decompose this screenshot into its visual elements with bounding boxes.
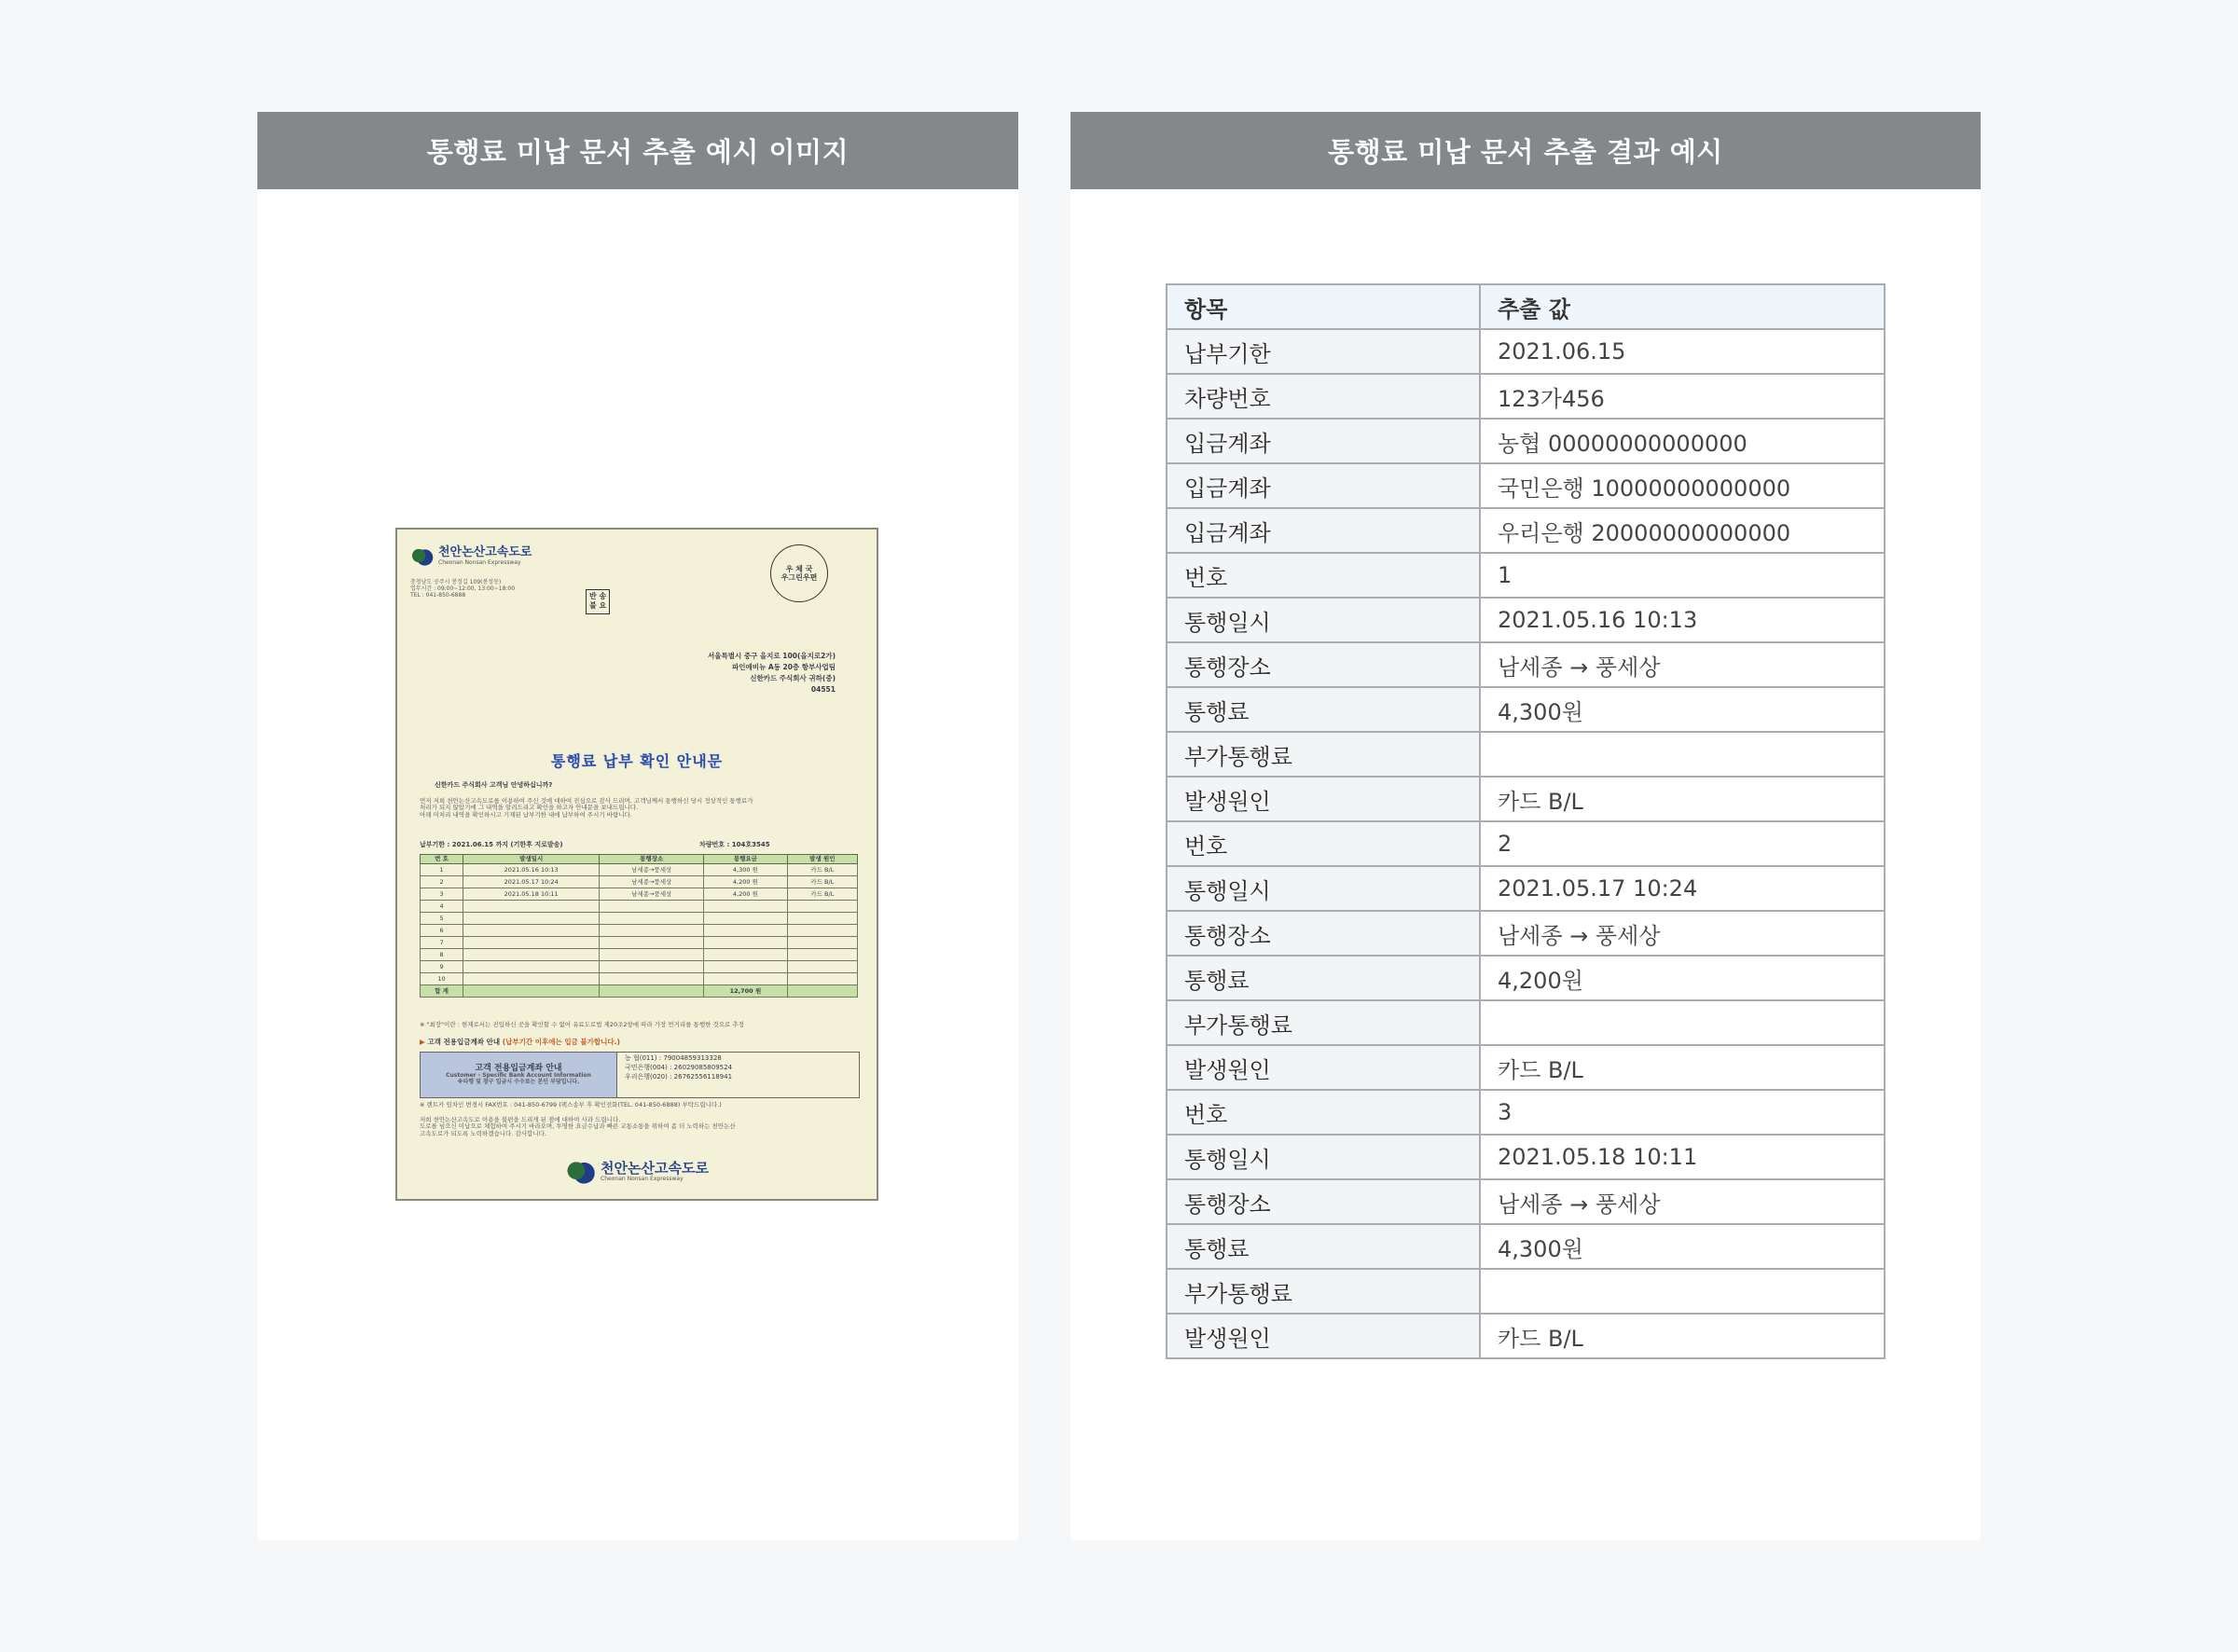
result-item-label: 입금계좌 — [1167, 463, 1480, 508]
doc-table-cell: 2021.05.16 10:13 — [463, 864, 600, 876]
result-row — [1167, 732, 1885, 777]
result-table-header — [1167, 284, 1885, 329]
scanned-toll-notice — [395, 528, 878, 1201]
result-item-label: 납부기한 — [1167, 329, 1480, 374]
result-row — [1167, 687, 1885, 732]
result-row — [1167, 329, 1885, 374]
doc-table-header-cell: 번 호 — [421, 855, 463, 864]
doc-table-cell: 2021.05.17 10:24 — [463, 876, 600, 888]
doc-sender-tel: TEL : 041-850-6888 — [410, 591, 466, 599]
result-row — [1167, 463, 1885, 508]
doc-table-row — [421, 876, 858, 888]
doc-greeting: 신한카드 주식회사 고객님 안녕하십니까? — [435, 781, 553, 789]
extraction-result-panel-title: 통행료 미납 문서 추출 결과 예시 — [1071, 112, 1981, 189]
triangle-bullet-icon: ▶ — [420, 1038, 425, 1046]
doc-table-header-cell: 발생 원인 — [787, 855, 857, 864]
doc-recipient — [708, 651, 836, 695]
doc-table-total-row — [421, 985, 858, 998]
doc-table-cell — [600, 913, 704, 925]
doc-table-cell: 4 — [421, 901, 463, 913]
doc-account-2: 국민은행(004) : 26029085809524 — [625, 1063, 733, 1071]
doc-table-cell — [600, 937, 704, 949]
result-item-value: 2021.06.15 — [1480, 329, 1885, 374]
doc-table-cell: 4,300 원 — [704, 864, 788, 876]
result-row — [1167, 866, 1885, 911]
doc-recipient-zip: 04551 — [810, 685, 836, 694]
doc-table-header-cell: 통행요금 — [704, 855, 788, 864]
result-item-value: 우리은행 20000000000000 — [1480, 508, 1885, 553]
result-row — [1167, 1045, 1885, 1090]
doc-sender-hours: 업무시간 : 09:00~12:00, 13:00~18:00 — [410, 585, 516, 592]
result-item-value: 4,300원 — [1480, 687, 1885, 732]
doc-account-heading-text: 고객 전용입금계좌 안내 — [427, 1038, 501, 1046]
doc-table-cell — [463, 937, 600, 949]
result-item-value — [1480, 732, 1885, 777]
result-item-label: 부가통행료 — [1167, 732, 1480, 777]
result-row — [1167, 956, 1885, 1000]
doc-sender-address: 충청남도 공주시 봉정길 109(봉정동) — [410, 579, 502, 585]
doc-table-row — [421, 913, 858, 925]
doc-footer-brand-name: 천안논산고속도로 — [601, 1159, 709, 1177]
extraction-result-table — [1166, 283, 1886, 1359]
doc-table-cell: 카드 B/L — [787, 864, 857, 876]
result-header-value: 추출 값 — [1480, 284, 1885, 329]
result-item-value: 2021.05.16 10:13 — [1480, 598, 1885, 642]
result-item-value: 2021.05.17 10:24 — [1480, 866, 1885, 911]
result-item-label: 부가통행료 — [1167, 1269, 1480, 1314]
doc-table-cell: 남세종→풍세상 — [600, 876, 704, 888]
doc-table-cell — [787, 901, 857, 913]
doc-closing — [420, 1117, 858, 1137]
result-item-value: 국민은행 10000000000000 — [1480, 463, 1885, 508]
doc-table-cell: 10 — [421, 973, 463, 985]
doc-table-cell — [787, 973, 857, 985]
doc-title: 통행료 납부 확인 안내문 — [550, 752, 724, 770]
result-item-label: 입금계좌 — [1167, 419, 1480, 463]
result-item-label: 발생원인 — [1167, 1045, 1480, 1090]
doc-table-cell — [787, 949, 857, 961]
expressway-logo-icon — [410, 547, 435, 566]
doc-table-cell: 카드 B/L — [787, 876, 857, 888]
doc-body-2: 처리가 되지 않았기에 그 내역을 알려드리고 확인을 하고자 안내문을 보내드립니다. — [420, 804, 639, 812]
doc-closing-3: 고속도로가 되도록 노력하겠습니다. 감사합니다. — [420, 1129, 546, 1137]
doc-table-cell: 6 — [421, 925, 463, 937]
doc-table-cell — [600, 925, 704, 937]
doc-table-cell — [600, 973, 704, 985]
doc-table-header-cell: 발생일시 — [463, 855, 600, 864]
doc-table-cell — [463, 901, 600, 913]
result-item-label: 통행장소 — [1167, 642, 1480, 687]
result-item-label: 통행일시 — [1167, 866, 1480, 911]
doc-table-cell — [463, 973, 600, 985]
doc-postmark-bottom: 우그린우편 — [781, 573, 818, 582]
result-row — [1167, 911, 1885, 956]
doc-due-date: 납부기한 : 2021.06.15 까지 (기한후 지로발송) — [420, 841, 563, 848]
doc-table-cell — [704, 925, 788, 937]
result-item-value: 2 — [1480, 821, 1885, 866]
doc-table-cell: 1 — [421, 864, 463, 876]
doc-body — [420, 798, 858, 819]
doc-brand-en: Cheonan Nonsan Expressway — [438, 558, 521, 566]
result-item-value: 남세종 → 풍세상 — [1480, 642, 1885, 687]
result-header-item: 항목 — [1167, 284, 1480, 329]
doc-return-label-2: 불 요 — [589, 601, 607, 611]
result-row — [1167, 1135, 1885, 1179]
result-item-value: 농협 00000000000000 — [1480, 419, 1885, 463]
result-item-value: 카드 B/L — [1480, 1314, 1885, 1358]
result-row — [1167, 553, 1885, 598]
result-item-value: 카드 B/L — [1480, 1045, 1885, 1090]
doc-closing-2: 도로를 넘으신 미납으로 체험하여 주시기 바라오며, 투명한 요금수납과 빠른 교통소통을 위하여 좀 더 노력하는 천안논산 — [420, 1122, 736, 1131]
doc-account-box — [420, 1052, 860, 1098]
doc-table-cell: 4,200 원 — [704, 888, 788, 901]
doc-table-cell — [704, 913, 788, 925]
result-item-label: 발생원인 — [1167, 1314, 1480, 1358]
doc-table-row — [421, 864, 858, 876]
doc-table-cell: 8 — [421, 949, 463, 961]
result-row — [1167, 1269, 1885, 1314]
doc-footer-brand — [397, 1160, 877, 1184]
example-image-panel — [257, 112, 1018, 1540]
doc-total-empty — [787, 985, 857, 998]
doc-account-warning: (납부기간 이후에는 입금 불가합니다.) — [502, 1038, 620, 1046]
doc-account-heading — [420, 1039, 620, 1047]
doc-table-cell: 남세종→풍세상 — [600, 888, 704, 901]
result-item-value: 4,300원 — [1480, 1224, 1885, 1269]
doc-table-cell — [787, 961, 857, 973]
doc-table-cell: 남세종→풍세상 — [600, 864, 704, 876]
result-row — [1167, 821, 1885, 866]
doc-table-row — [421, 973, 858, 985]
doc-table-row — [421, 925, 858, 937]
doc-footer-brand-en: Cheonan Nonsan Expressway — [601, 1176, 684, 1183]
doc-table-header-cell: 통행장소 — [600, 855, 704, 864]
doc-table-cell: 7 — [421, 937, 463, 949]
doc-body-1: 먼저 저희 천안논산고속도로를 이용하여 주신 것에 대하여 진심으로 감사 드리며, 고객님께서 통행하신 당시 정상적인 통행료가 — [420, 797, 753, 805]
result-item-value — [1480, 1000, 1885, 1045]
doc-toll-table-header — [421, 855, 858, 864]
result-row — [1167, 1314, 1885, 1358]
result-item-label: 발생원인 — [1167, 777, 1480, 821]
result-row — [1167, 777, 1885, 821]
doc-table-cell: 3 — [421, 888, 463, 901]
result-item-label: 부가통행료 — [1167, 1000, 1480, 1045]
doc-table-row — [421, 888, 858, 901]
result-row — [1167, 1090, 1885, 1135]
doc-table-cell: 5 — [421, 913, 463, 925]
doc-table-row — [421, 901, 858, 913]
result-item-value: 2021.05.18 10:11 — [1480, 1135, 1885, 1179]
doc-table-cell — [704, 937, 788, 949]
doc-brand-name: 천안논산고속도로 — [438, 545, 532, 559]
result-item-label: 통행장소 — [1167, 1179, 1480, 1224]
doc-account-box-note: ※타행 및 창구 입금시 수수료는 본인 부담입니다. — [457, 1079, 580, 1086]
result-item-label: 통행료 — [1167, 1224, 1480, 1269]
result-item-value: 3 — [1480, 1090, 1885, 1135]
doc-table-row — [421, 961, 858, 973]
doc-recipient-line1: 서울특별시 중구 을지로 100(을지로2가) — [708, 652, 836, 660]
doc-table-cell: 9 — [421, 961, 463, 973]
doc-account-3: 우리은행(020) : 26762556118941 — [625, 1072, 733, 1081]
doc-table-row — [421, 937, 858, 949]
result-item-label: 통행일시 — [1167, 598, 1480, 642]
doc-account-list — [617, 1053, 859, 1097]
result-item-label: 통행료 — [1167, 956, 1480, 1000]
extraction-result-panel — [1071, 112, 1981, 1540]
result-row — [1167, 1000, 1885, 1045]
result-item-value: 남세종 → 풍세상 — [1480, 1179, 1885, 1224]
doc-brand — [410, 546, 532, 567]
doc-return-stamp — [586, 589, 610, 614]
doc-table-cell — [463, 913, 600, 925]
result-item-label: 입금계좌 — [1167, 508, 1480, 553]
result-item-label: 번호 — [1167, 553, 1480, 598]
result-item-label: 통행장소 — [1167, 911, 1480, 956]
doc-recipient-line3: 신한카드 주식회사 귀하(중) — [750, 674, 836, 682]
result-item-value: 남세종 → 풍세상 — [1480, 911, 1885, 956]
doc-account-box-title-area — [421, 1053, 617, 1097]
result-item-label: 통행료 — [1167, 687, 1480, 732]
result-row — [1167, 419, 1885, 463]
result-item-value: 4,200원 — [1480, 956, 1885, 1000]
doc-postmark-top: 우 체 국 — [785, 564, 813, 573]
result-item-value: 123가456 — [1480, 374, 1885, 419]
doc-table-cell — [787, 925, 857, 937]
doc-table-cell: 2021.05.18 10:11 — [463, 888, 600, 901]
result-row — [1167, 598, 1885, 642]
doc-account-1: 농 협(011) : 79004859313328 — [625, 1054, 722, 1062]
result-item-label: 번호 — [1167, 1090, 1480, 1135]
result-row — [1167, 374, 1885, 419]
doc-closing-1: 저희 천안논산고속도로 이용을 불편을 드리게 된 점에 대하여 사과 드립니다. — [420, 1116, 621, 1123]
doc-table-cell — [463, 925, 600, 937]
doc-table-cell: 2 — [421, 876, 463, 888]
result-item-value — [1480, 1269, 1885, 1314]
result-row — [1167, 1179, 1885, 1224]
doc-table-cell — [463, 949, 600, 961]
doc-fax-note: ※ 렌트카 임차인 변경시 FAX번호 : 041-850-6799 (팩스송부 후 확인전화(TEL. 041-850-6888) 부탁드립니다.) — [420, 1101, 722, 1108]
doc-toll-table — [420, 854, 858, 998]
doc-vehicle-number: 차량번호 : 104호3545 — [699, 841, 770, 848]
result-item-label: 번호 — [1167, 821, 1480, 866]
doc-table-cell — [704, 961, 788, 973]
result-item-value: 1 — [1480, 553, 1885, 598]
doc-table-cell — [600, 949, 704, 961]
example-image-panel-title: 통행료 미납 문서 추출 예시 이미지 — [257, 112, 1018, 189]
doc-table-cell: 4,200 원 — [704, 876, 788, 888]
doc-total-label: 합 계 — [421, 985, 463, 998]
doc-note: ※ "최장"이란 : 현재로서는 진입하신 곳을 확인할 수 없어 유료도로법 제20조2항에 따라 가장 먼거리를 통행한 것으로 추정 — [420, 1021, 744, 1028]
expressway-logo-icon — [565, 1160, 597, 1184]
doc-body-3: 아래 미처리 내역을 확인하시고 기재된 납부기한 내에 납부하여 주시기 바랍니다. — [420, 810, 632, 819]
doc-table-cell — [704, 949, 788, 961]
doc-table-cell — [787, 913, 857, 925]
result-item-label: 통행일시 — [1167, 1135, 1480, 1179]
doc-table-cell: 카드 B/L — [787, 888, 857, 901]
doc-account-box-title: 고객 전용입금계좌 안내 — [475, 1063, 562, 1073]
result-item-value: 카드 B/L — [1480, 777, 1885, 821]
doc-table-cell — [463, 961, 600, 973]
doc-total-empty — [600, 985, 704, 998]
doc-table-row — [421, 949, 858, 961]
doc-recipient-line2: 파인애비뉴 A동 20층 항부사업팀 — [731, 663, 836, 671]
doc-table-cell — [787, 937, 857, 949]
doc-postmark — [770, 544, 828, 602]
doc-table-cell — [600, 961, 704, 973]
doc-total-value: 12,700 원 — [704, 985, 788, 998]
result-item-label: 차량번호 — [1167, 374, 1480, 419]
result-row — [1167, 1224, 1885, 1269]
doc-table-cell — [704, 973, 788, 985]
doc-sender-info — [410, 580, 597, 599]
doc-table-cell — [704, 901, 788, 913]
doc-total-empty — [463, 985, 600, 998]
doc-return-label-1: 반 송 — [589, 592, 607, 600]
result-row — [1167, 508, 1885, 553]
doc-table-cell — [600, 901, 704, 913]
result-row — [1167, 642, 1885, 687]
doc-account-box-sub: Customer - Specific Bank Account Information — [446, 1072, 591, 1080]
